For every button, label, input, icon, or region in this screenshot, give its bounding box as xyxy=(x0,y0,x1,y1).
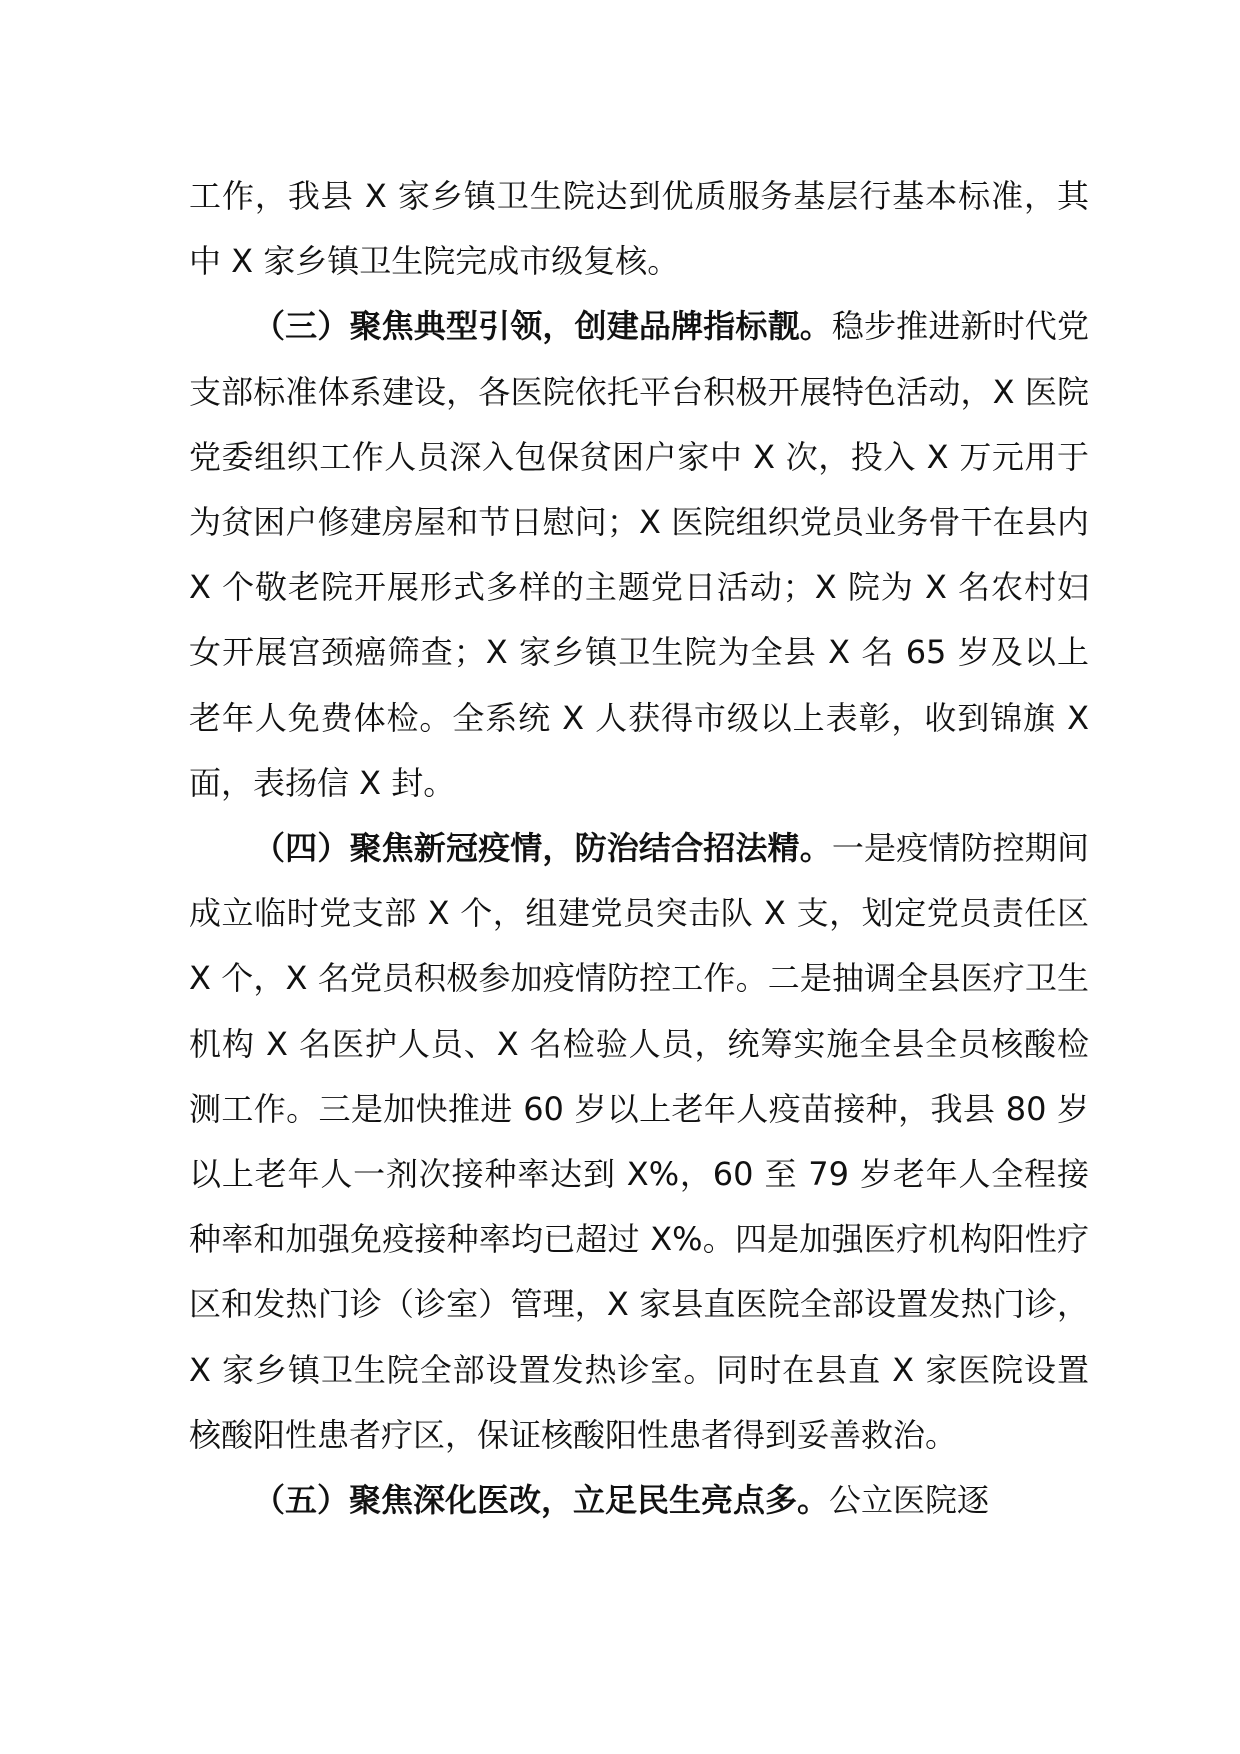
paragraph-section-5 xyxy=(189,1468,1089,1533)
section-heading: （三）聚焦典型引领，创建品牌指标靓。 xyxy=(253,307,832,346)
document-body xyxy=(189,164,1089,1533)
paragraph-section-4 xyxy=(189,816,1089,1468)
section-heading: （五）聚焦深化医改，立足民生亮点多。 xyxy=(253,1481,830,1520)
section-heading: （四）聚焦新冠疫情，防治结合招法精。 xyxy=(253,829,832,868)
paragraph-body: 一是疫情防控期间成立临时党支部 X 个，组建党员突击队 X 支，划定党员责任区 X 个，X 名党员积极参加疫情防控工作。二是抽调全县医疗卫生机构 X 名医护人员、X 名检验人员，统筹实施全县全员核酸检测工作。三是加快推进 60 岁以上老年人疫苗接种，我县 80 岁以上老年人一剂次接种率达到 X%，60 至 79 岁老年人全程接种率和加强免疫接种率均已超过 X%。四是加强医疗机构阳性疗区和发热门诊（诊室）管理，X 家县直医院全部设置发热门诊，X 家乡镇卫生院全部设置发热诊室。同时在县直 X 家医院设置核酸阳性患者疗区，保证核酸阳性患者得到妥善救治。 xyxy=(189,829,1089,1454)
paragraph-body: 公立医院逐 xyxy=(829,1481,990,1520)
paragraph-continuation xyxy=(189,164,1089,294)
paragraph-section-3 xyxy=(189,294,1089,816)
paragraph-body: 工作，我县 X 家乡镇卫生院达到优质服务基层行基本标准，其中 X 家乡镇卫生院完成市级复核。 xyxy=(189,177,1089,281)
paragraph-body: 稳步推进新时代党支部标准体系建设，各医院依托平台积极开展特色活动，X 医院党委组织工作人员深入包保贫困户家中 X 次，投入 X 万元用于为贫困户修建房屋和节日慰问；X 医院组织党员业务骨干在县内 X 个敬老院开展形式多样的主题党日活动；X 院为 X 名农村妇女开展宫颈癌筛查；X 家乡镇卫生院为全县 X 名 65 岁及以上老年人免费体检。全系统 X 人获得市级以上表彰，收到锦旗 X 面，表扬信 X 封。 xyxy=(189,307,1089,802)
